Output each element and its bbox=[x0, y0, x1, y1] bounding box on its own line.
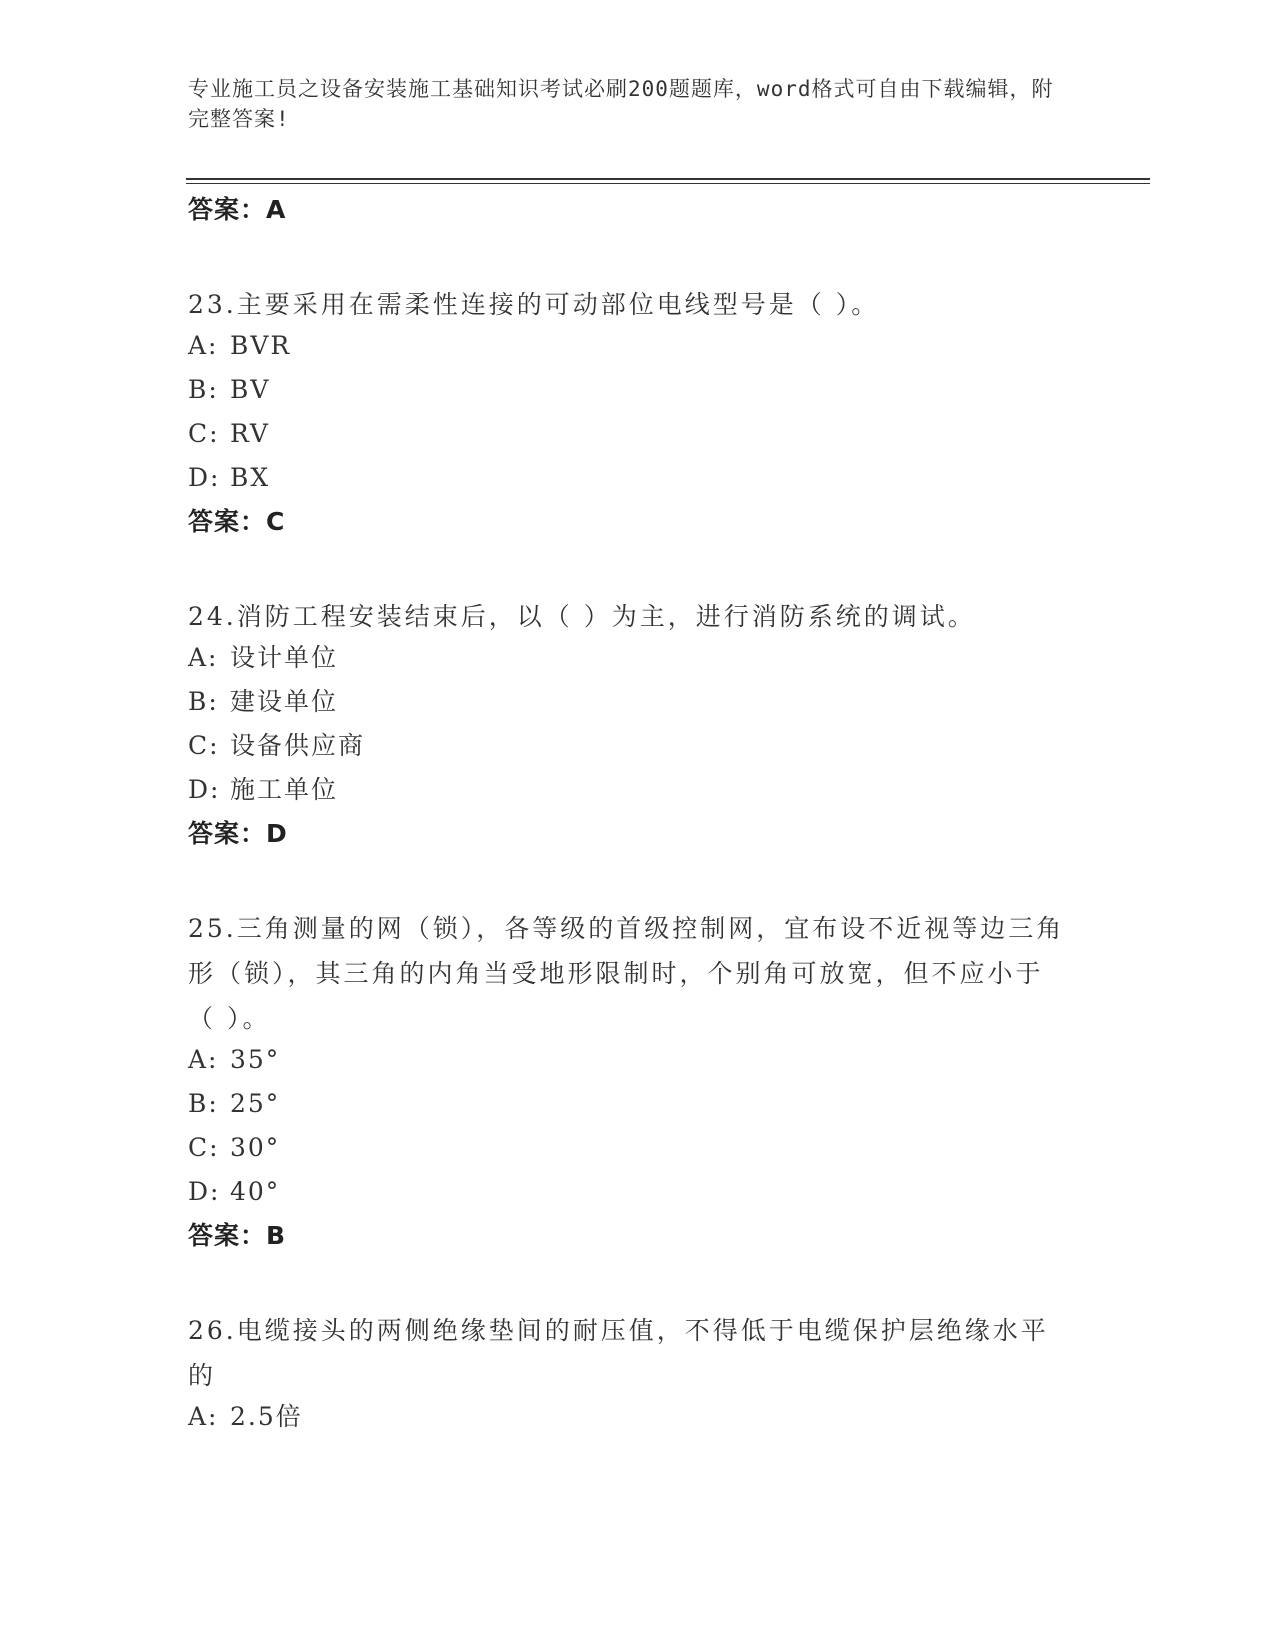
question-24-stem: 24.消防工程安装结束后，以（ ）为主，进行消防系统的调试。 bbox=[188, 602, 976, 631]
question-26-stem: 26.电缆接头的两侧绝缘垫间的耐压值，不得低于电缆保护层绝缘水平的 bbox=[188, 1316, 1049, 1390]
question-25-stem: 25.三角测量的网（锁），各等级的首级控制网，宜布设不近视等边三角形（锁），其三角的内角当受地形限制时，个别角可放宽，但不应小于（ ）。 bbox=[188, 914, 1065, 1033]
question-24-answer: 答案：D bbox=[188, 819, 288, 848]
question-25-option-b: B: 25° bbox=[188, 1089, 281, 1118]
question-24-option-b: B: 建设单位 bbox=[188, 687, 339, 716]
document-header: 专业施工员之设备安装施工基础知识考试必刷200题题库，word格式可自由下载编辑，附完整答案! bbox=[188, 77, 1054, 131]
question-24-option-a: A: 设计单位 bbox=[188, 643, 339, 672]
question-24-option-c: C: 设备供应商 bbox=[188, 731, 366, 760]
answer-prev: 答案：A bbox=[188, 195, 287, 224]
question-23-option-c: C: RV bbox=[188, 419, 270, 448]
question-24-option-d: D: 施工单位 bbox=[188, 775, 339, 804]
question-25-answer: 答案：B bbox=[188, 1221, 287, 1250]
question-25-option-a: A: 35° bbox=[188, 1045, 281, 1074]
question-25-option-d: D: 40° bbox=[188, 1177, 281, 1206]
question-23-answer: 答案：C bbox=[188, 507, 286, 536]
question-23-option-b: B: BV bbox=[188, 375, 271, 404]
question-23-option-d: D: BX bbox=[188, 463, 271, 492]
header-rule-thin bbox=[186, 183, 1150, 184]
question-23-option-a: A: BVR bbox=[188, 331, 292, 360]
question-25-option-c: C: 30° bbox=[188, 1133, 281, 1162]
question-26-option-a: A: 2.5倍 bbox=[188, 1402, 303, 1431]
question-23-stem: 23.主要采用在需柔性连接的可动部位电线型号是（ ）。 bbox=[188, 290, 880, 319]
header-rule bbox=[186, 178, 1150, 180]
